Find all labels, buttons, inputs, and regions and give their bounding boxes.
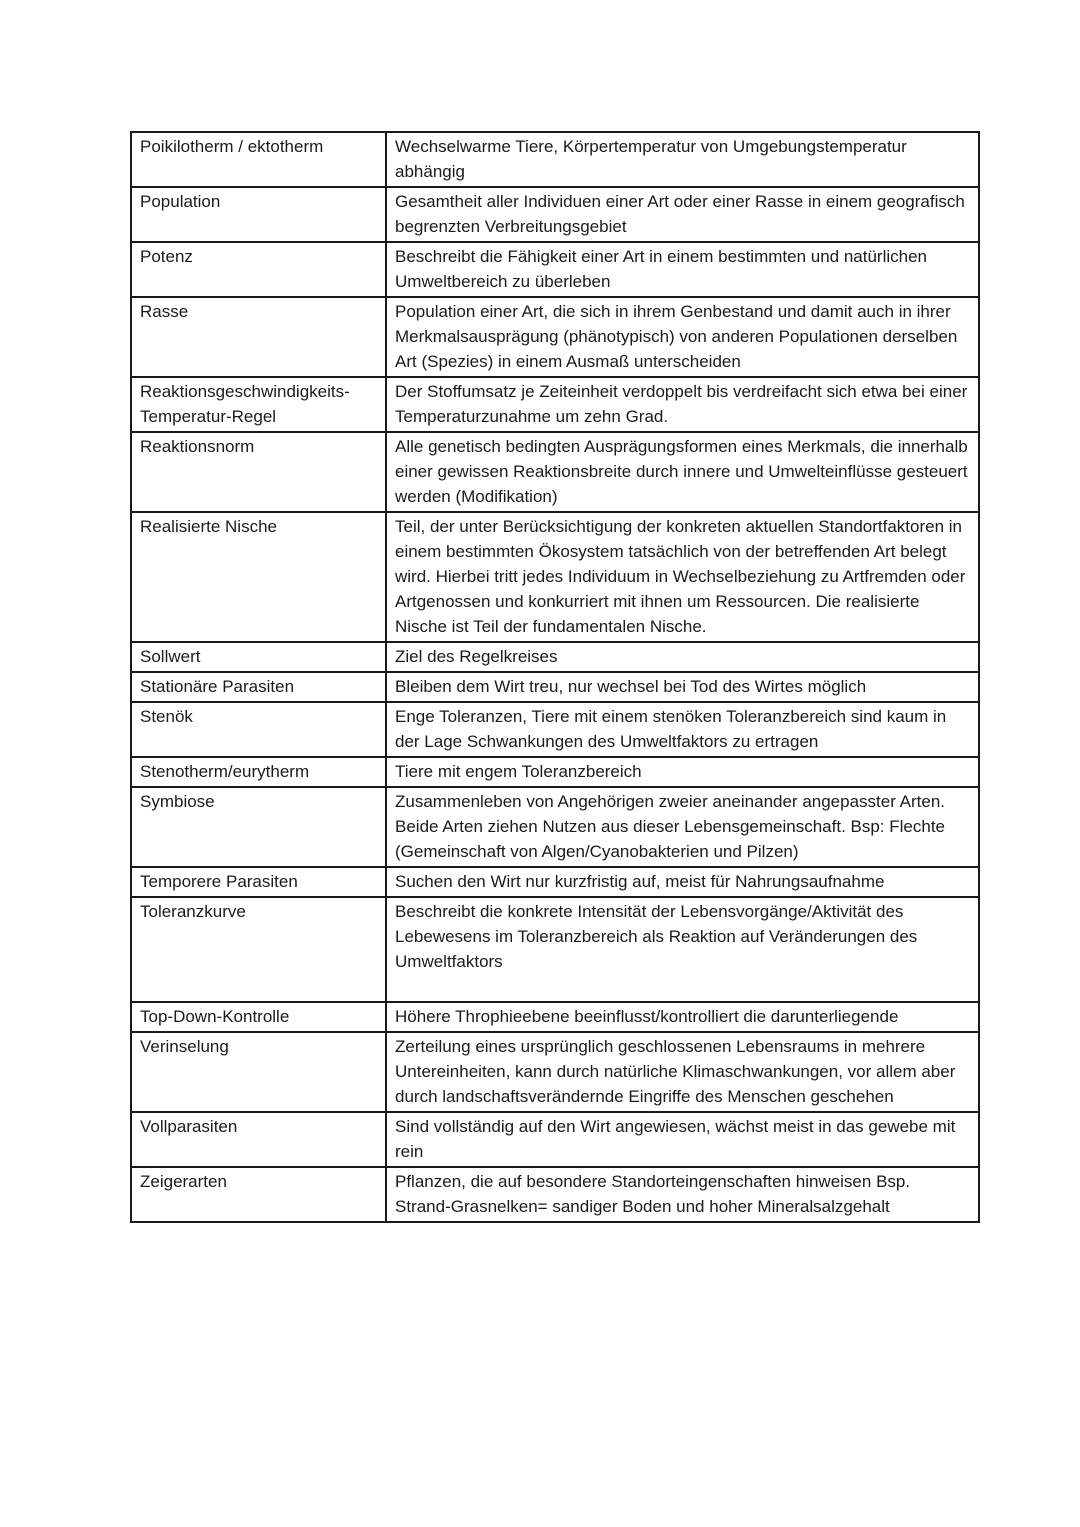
term-cell — [131, 1112, 386, 1167]
definition-cell — [386, 132, 979, 187]
table-row — [131, 672, 979, 702]
term-cell — [131, 672, 386, 702]
table-row — [131, 702, 979, 757]
term-cell — [131, 757, 386, 787]
term-text: Population — [140, 192, 221, 211]
term-text: Verinselung — [140, 1037, 229, 1056]
term-text: Realisierte Nische — [140, 517, 277, 536]
term-cell — [131, 187, 386, 242]
term-cell — [131, 297, 386, 377]
term-text: Sollwert — [140, 647, 201, 666]
definition-text: Wechselwarme Tiere, Körpertemperatur von Umgebungstemperatur abhängig — [395, 137, 907, 181]
definition-text: Tiere mit engem Toleranzbereich — [395, 762, 642, 781]
definition-cell — [386, 1002, 979, 1032]
term-cell — [131, 1002, 386, 1032]
term-text: Potenz — [140, 247, 193, 266]
definition-cell — [386, 672, 979, 702]
definition-cell — [386, 1112, 979, 1167]
definition-text: Alle genetisch bedingten Ausprägungsformen eines Merkmals, die innerhalb einer gewissen Reaktionsbreite durch innere und Umwelteinflüsse gesteuert werden (Modifikation) — [395, 437, 968, 506]
definition-text: Der Stoffumsatz je Zeiteinheit verdoppelt bis verdreifacht sich etwa bei einer Temperaturzunahme um zehn Grad. — [395, 382, 968, 426]
term-text: Reaktionsnorm — [140, 437, 255, 456]
term-cell — [131, 787, 386, 867]
blank-line — [395, 974, 970, 999]
table-row — [131, 642, 979, 672]
term-cell — [131, 432, 386, 512]
definition-text: Suchen den Wirt nur kurzfristig auf, meist für Nahrungsaufnahme — [395, 872, 885, 891]
term-text: Rasse — [140, 302, 189, 321]
definition-text: Beschreibt die konkrete Intensität der Lebensvorgänge/Aktivität des Lebewesens im Toleranzbereich als Reaktion auf Veränderungen des Umweltfaktors — [395, 902, 918, 971]
term-text: Toleranzkurve — [140, 902, 246, 921]
table-row — [131, 1167, 979, 1222]
term-text: Stationäre Parasiten — [140, 677, 295, 696]
term-cell — [131, 867, 386, 897]
term-cell — [131, 512, 386, 642]
term-cell — [131, 242, 386, 297]
table-row — [131, 432, 979, 512]
term-cell — [131, 1032, 386, 1112]
term-text: Reaktionsgeschwindigkeits-Temperatur-Regel — [140, 382, 350, 426]
term-text: Poikilotherm / ektotherm — [140, 137, 324, 156]
term-cell — [131, 897, 386, 1002]
definition-text: Pflanzen, die auf besondere Standorteingenschaften hinweisen Bsp. Strand-Grasnelken= sandiger Boden und hoher Mineralsalzgehalt — [395, 1172, 911, 1216]
glossary-table-body — [131, 132, 979, 1222]
glossary-table — [130, 131, 980, 1223]
term-text: Stenök — [140, 707, 193, 726]
term-text: Stenotherm/eurytherm — [140, 762, 310, 781]
definition-text: Beschreibt die Fähigkeit einer Art in einem bestimmten und natürlichen Umweltbereich zu überleben — [395, 247, 928, 291]
definition-cell — [386, 702, 979, 757]
definition-text: Enge Toleranzen, Tiere mit einem stenöken Toleranzbereich sind kaum in der Lage Schwankungen des Umweltfaktors zu ertragen — [395, 707, 947, 751]
definition-cell — [386, 787, 979, 867]
definition-cell — [386, 432, 979, 512]
definition-cell — [386, 867, 979, 897]
definition-text: Population einer Art, die sich in ihrem Genbestand und damit auch in ihrer Merkmalsausprägung (phänotypisch) von anderen Populationen derselben Art (Spezies) in einem Ausmaß unterscheiden — [395, 302, 958, 371]
term-text: Vollparasiten — [140, 1117, 238, 1136]
table-row — [131, 1112, 979, 1167]
term-text: Top-Down-Kontrolle — [140, 1007, 290, 1026]
term-text: Temporere Parasiten — [140, 872, 298, 891]
table-row — [131, 867, 979, 897]
term-text: Symbiose — [140, 792, 215, 811]
table-row — [131, 512, 979, 642]
definition-text: Höhere Throphieebene beeinflusst/kontrolliert die darunterliegende — [395, 1007, 899, 1026]
definition-cell — [386, 757, 979, 787]
definition-cell — [386, 1167, 979, 1222]
definition-text: Ziel des Regelkreises — [395, 647, 558, 666]
term-cell — [131, 132, 386, 187]
term-cell — [131, 377, 386, 432]
definition-cell — [386, 297, 979, 377]
term-cell — [131, 1167, 386, 1222]
definition-text: Teil, der unter Berücksichtigung der konkreten aktuellen Standortfaktoren in einem bestimmten Ökosystem tatsächlich von der betreffenden Art belegt wird. Hierbei tritt jedes Individuum in Wechselbeziehung zu Artfremden oder Artgenossen und konkurriert mit ihnen um Ressourcen. Die realisierte Nische ist Teil der fundamentalen Nische. — [395, 517, 966, 636]
table-row — [131, 1002, 979, 1032]
definition-text: Sind vollständig auf den Wirt angewiesen, wächst meist in das gewebe mit rein — [395, 1117, 956, 1161]
table-row — [131, 1032, 979, 1112]
table-row — [131, 132, 979, 187]
definition-cell — [386, 242, 979, 297]
table-row — [131, 187, 979, 242]
table-row — [131, 297, 979, 377]
table-row — [131, 757, 979, 787]
definition-cell — [386, 1032, 979, 1112]
term-text: Zeigerarten — [140, 1172, 227, 1191]
definition-cell — [386, 187, 979, 242]
definition-cell — [386, 512, 979, 642]
table-row — [131, 897, 979, 1002]
definition-text: Bleiben dem Wirt treu, nur wechsel bei Tod des Wirtes möglich — [395, 677, 867, 696]
term-cell — [131, 702, 386, 757]
definition-cell — [386, 897, 979, 1002]
term-cell — [131, 642, 386, 672]
definition-text: Zusammenleben von Angehörigen zweier aneinander angepasster Arten. Beide Arten ziehen Nutzen aus dieser Lebensgemeinschaft. Bsp: Flechte (Gemeinschaft von Algen/Cyanobakterien und Pilzen) — [395, 792, 946, 861]
definition-cell — [386, 642, 979, 672]
table-row — [131, 377, 979, 432]
definition-text: Zerteilung eines ursprünglich geschlossenen Lebensraums in mehrere Untereinheiten, kann durch natürliche Klimaschwankungen, vor allem aber durch landschaftsverändernde Eingriffe des Menschen geschehen — [395, 1037, 956, 1106]
table-row — [131, 242, 979, 297]
definition-text: Gesamtheit aller Individuen einer Art oder einer Rasse in einem geografisch begrenzten Verbreitungsgebiet — [395, 192, 965, 236]
table-row — [131, 787, 979, 867]
definition-cell — [386, 377, 979, 432]
